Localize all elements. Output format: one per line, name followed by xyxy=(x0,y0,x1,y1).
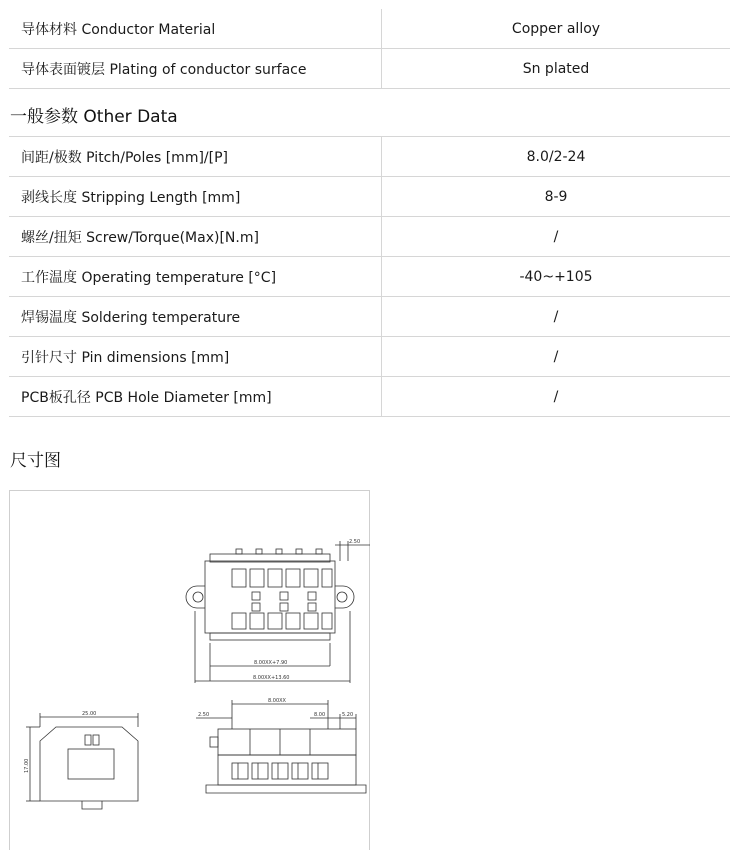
dim-label: 2.50 xyxy=(198,712,210,718)
spec-key: 工作温度 Operating temperature [°C] xyxy=(9,257,382,297)
table-row xyxy=(9,137,730,177)
table-row xyxy=(9,257,730,297)
technical-drawing xyxy=(10,491,371,851)
spec-value: Sn plated xyxy=(382,49,731,89)
dim-label: 8.00XX+7.90 xyxy=(254,660,288,666)
table-row xyxy=(9,177,730,217)
spec-key: 导体材料 Conductor Material xyxy=(9,9,382,49)
material-table xyxy=(9,9,730,89)
other-data-table xyxy=(9,136,730,417)
side-view xyxy=(26,713,138,809)
spec-key: 剥线长度 Stripping Length [mm] xyxy=(9,177,382,217)
dim-label: 8.00XX xyxy=(268,698,286,704)
spec-value: -40~+105 xyxy=(382,257,731,297)
section-title-dimensions: 尺寸图 xyxy=(10,451,61,471)
dim-label: 5.20 xyxy=(342,712,354,718)
spec-value: Copper alloy xyxy=(382,9,731,49)
dim-label: 25.00 xyxy=(82,711,97,717)
dim-label: 2.50 xyxy=(349,539,361,545)
spec-value: / xyxy=(382,377,731,417)
table-row xyxy=(9,49,730,89)
table-row xyxy=(9,377,730,417)
spec-key: PCB板孔径 PCB Hole Diameter [mm] xyxy=(9,377,382,417)
dim-label: 8.00 xyxy=(314,712,326,718)
dim-label: 8.00XX+13.60 xyxy=(253,675,290,681)
spec-value: / xyxy=(382,217,731,257)
section-title-other-data: 一般参数 Other Data xyxy=(10,107,178,127)
front-view xyxy=(196,700,366,793)
dimension-drawing xyxy=(9,490,370,850)
spec-key: 引针尺寸 Pin dimensions [mm] xyxy=(9,337,382,377)
table-row xyxy=(9,9,730,49)
table-row xyxy=(9,297,730,337)
spec-key: 焊锡温度 Soldering temperature xyxy=(9,297,382,337)
table-row xyxy=(9,337,730,377)
table-row xyxy=(9,217,730,257)
spec-key: 间距/极数 Pitch/Poles [mm]/[P] xyxy=(9,137,382,177)
spec-value: 8.0/2-24 xyxy=(382,137,731,177)
spec-key: 螺丝/扭矩 Screw/Torque(Max)[N.m] xyxy=(9,217,382,257)
spec-value: 8-9 xyxy=(382,177,731,217)
spec-key: 导体表面镀层 Plating of conductor surface xyxy=(9,49,382,89)
spec-value: / xyxy=(382,337,731,377)
dim-label: 17.00 xyxy=(24,758,30,773)
spec-value: / xyxy=(382,297,731,337)
